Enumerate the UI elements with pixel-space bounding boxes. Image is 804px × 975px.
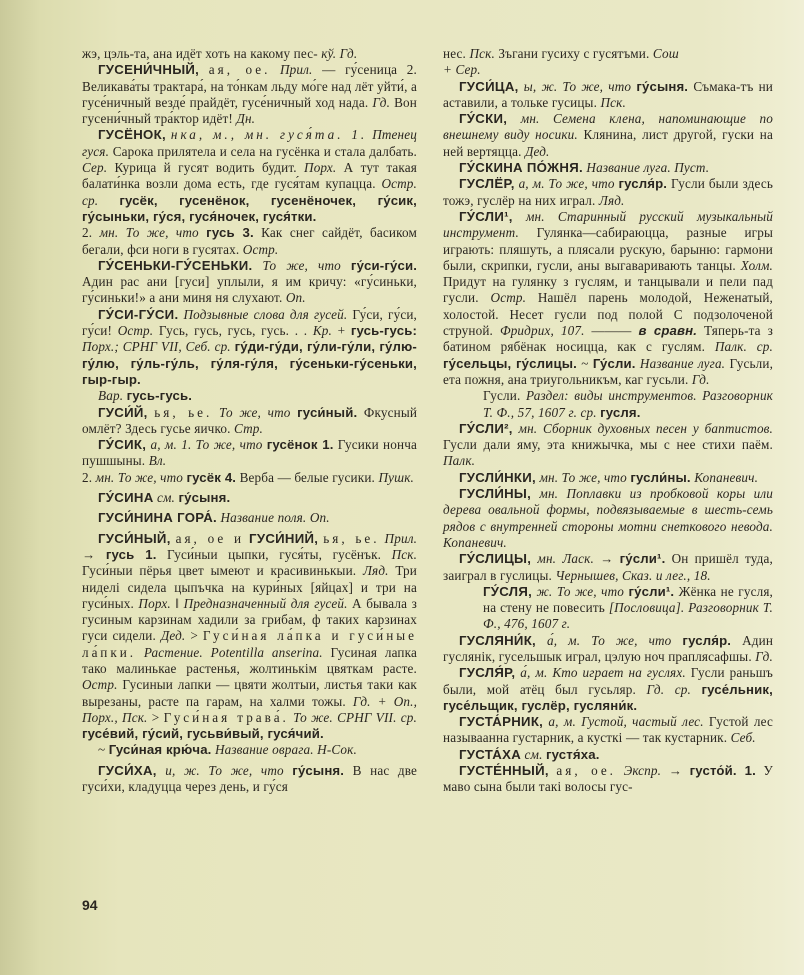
definition: Кто играет на гуслях.: [552, 665, 686, 681]
example-text: В нас две гуси́хи, кладуцца через день, и гу́ся: [82, 762, 418, 795]
definition: То же, что: [562, 78, 632, 94]
source-abbr: Пск.: [391, 546, 418, 562]
example-text: Гусиныи лапки — цвяти жолтыи, листья таки как вырезаны, расте па гарам, на халми тожы.: [82, 677, 417, 709]
definition: Название луга.: [639, 355, 726, 371]
cross-reference: гу́сыня.: [178, 490, 231, 506]
quote-block: [443, 388, 773, 421]
headword: ГУ́СЛИ¹,: [459, 208, 513, 224]
headword: ГУСЕНИ́ЧНЫЙ,: [98, 62, 200, 78]
entry-guslinki: [443, 470, 773, 486]
grammar-info: мн.: [525, 208, 545, 224]
example-text: Гусьли, ета пожня, ана триугольникъм, каг гусьли.: [443, 355, 774, 387]
cross-reference: гусь 3.: [206, 225, 254, 241]
variant-label: Вар.: [98, 388, 124, 404]
plus-sign: +: [337, 323, 346, 339]
right-column: [443, 46, 773, 796]
source-abbr: Остр.: [490, 290, 527, 306]
entry-gusik: [82, 437, 417, 486]
cross-reference: густя́ха.: [545, 746, 600, 762]
entry-gusli-1: [443, 209, 773, 388]
proverb-label: [Пословица].: [608, 600, 685, 616]
grammar-info: мн.: [539, 486, 559, 502]
cf-label: ср.: [674, 681, 691, 697]
grammar-info: ая, ое и: [175, 530, 245, 546]
grammar-info: мн.: [99, 225, 119, 241]
source-abbr: Копаневич.: [443, 534, 507, 550]
cf-label: ср.: [82, 192, 99, 208]
see-label: см.: [156, 490, 176, 506]
source-abbr: Н-Сок.: [317, 742, 357, 758]
entry-guslyar: [443, 665, 773, 714]
example-text: Нашёл парень молодой, Неженатый, холостой. Несет гусли под полой С подзолоченой струной.: [443, 290, 773, 339]
example-text: Гусли были здесь тожэ, гуслёр на них играл.: [443, 176, 773, 208]
headword: ГУ́СЛЯ,: [483, 583, 533, 599]
entry-gusiny: [82, 531, 417, 743]
source-abbr: Пуст.: [674, 160, 710, 176]
cf-label: ср.: [756, 339, 773, 355]
headword: ГУСИ́НЫЙ,: [98, 530, 171, 546]
example-text: Сарока прилятела и села на гусёнка и стала далбать.: [112, 143, 417, 159]
grammar-info: ья, ье.: [154, 404, 213, 420]
see-label: см.: [524, 746, 543, 762]
example-text: — гу́сеница 2. Великава́ты трактара́, на то́нкам льду мо́ге над лёт уйти́, а гусе́ничный везде́ прайдёт, гусе́ничный ход нада.: [82, 62, 417, 110]
example-text: Гусиная лапка тако малинькае растенья, жолтинькім цвяткам расте.: [82, 644, 418, 676]
arrow-icon: →: [668, 763, 683, 779]
phrase: Гу́сли.: [592, 355, 636, 371]
definition: Семена клена, напоминающие по внешнему виду носики.: [443, 111, 773, 143]
example-text: Гусли дали яму, эта книжычка, мы с нее стихи паём.: [443, 437, 773, 453]
definition: Густой, частый лес.: [581, 714, 704, 730]
source-abbr: Пск.: [469, 46, 495, 61]
headword: ГУ́СЛИЦЫ,: [459, 551, 532, 567]
entry-guski: [443, 111, 773, 160]
page-number: 94: [82, 897, 98, 913]
source-abbr: Остр.: [82, 677, 118, 693]
headword: ГУСЛЁР,: [459, 176, 515, 192]
cross-reference: гусёк, гусенёнок, гусенёночек, гу́сик, гу́сыньки, гу́ся, гуся́ночек, гуся́тки.: [82, 192, 418, 224]
sense-number: 2.: [82, 225, 93, 241]
source-abbr: Разговорник Т. Ф., 476, 1607 г.: [483, 600, 773, 632]
source-abbr: Пск.: [600, 94, 626, 110]
source-abbr: кў. Гд.: [321, 46, 358, 61]
phrase-marker-icon: >: [190, 628, 198, 644]
example-text: Курица й гусят водить будит.: [114, 160, 297, 176]
entry-continuation: [443, 46, 773, 79]
cross-reference: гу́сыня.: [292, 762, 345, 778]
example-text: Фкусный омлёт? Здесь гусье яичко.: [82, 404, 418, 436]
headword: ГУСИ́Й,: [98, 404, 148, 420]
definition: То же, что: [556, 583, 625, 599]
definition: То же, что: [125, 225, 199, 241]
definition: Поплавки из пробковой коры или дерева овальной формы, подвязываемые в шесть-семь рядов с внутренней стороны мотни снеткового невода.: [443, 486, 773, 534]
source-abbr: Порх.: [138, 595, 171, 611]
definition: То же, что: [561, 469, 627, 485]
grammar-info: а, м.: [518, 176, 545, 192]
source-abbr: Ляд.: [598, 192, 625, 208]
entry-gusenok: [82, 127, 417, 257]
cross-reference: гусли́ны.: [630, 469, 691, 485]
phrase-line: [82, 742, 417, 758]
example-text: Адин гуслянік, гусельшык играл, цэлую ноч праплясафшы.: [443, 632, 774, 664]
grammar-info: нка, м., мн. гуся́та. 1.: [170, 127, 368, 143]
headword: ГУСЛИ́НЫ,: [459, 486, 532, 502]
cross-reference: гусёк 4.: [186, 469, 237, 485]
grammar-info: и, ж.: [165, 762, 200, 778]
entry-gusikha: [82, 763, 417, 796]
grammar-info: мн.: [537, 551, 557, 567]
headword: ГУ́СИ-ГУ́СИ.: [98, 306, 179, 322]
example-text: Гулянка—сабираюцца, разные игры играють: пляшуть, а плясали рускую, барыню: гармони были, скрипки, гусли, аны выгаваривають танцы.: [443, 225, 773, 273]
example-text: Гусики нонча пушшыны.: [82, 437, 417, 469]
cross-reference: гу́сли¹.: [619, 551, 666, 567]
grammar-info: а, м. 1.: [150, 437, 192, 453]
headword: ГУСТА́ХА: [459, 746, 522, 762]
definition: Название оврага.: [214, 742, 314, 758]
entry-gusli-2: [443, 421, 773, 470]
quote-text: Гусли.: [483, 388, 521, 404]
source-abbr: Оп.: [285, 290, 306, 306]
grammar-info: мн.: [518, 420, 538, 436]
variant-line: [82, 388, 417, 404]
arrow-icon: →: [82, 546, 96, 562]
entry-gusler: [443, 176, 773, 209]
entry-gustakha: [443, 747, 773, 763]
comparison-label: в сравн.: [638, 323, 698, 339]
source-abbr: Фридрих, 107.: [499, 323, 585, 339]
headword: ГУ́СЕНЬКИ-ГУ́СЕНЬКИ.: [98, 257, 253, 273]
pos-label: Ласк.: [562, 551, 594, 567]
example-text: А бывала з гусиным карзинам хадили за грибам, ф таких карзинах гуси сидели.: [82, 595, 417, 644]
entry-gusi-gusi: [82, 307, 417, 388]
source-abbr: Гд.: [372, 94, 391, 110]
example-text: Гуси́ныи пёрья цвет ымеют и красивинькыи.: [82, 563, 357, 579]
definition: То же, что: [218, 404, 291, 420]
headword-variant: ГУСИ́НИЙ,: [249, 530, 319, 546]
entry-gusina: [82, 490, 417, 506]
source-abbr: Ляд.: [362, 563, 389, 579]
definition: Старинный русский музыкальный инструмент.: [443, 208, 774, 241]
source-abbr: Гд.: [691, 371, 710, 387]
source-abbr: Дн.: [236, 111, 256, 127]
entry-guskina-pozhnya: [443, 160, 773, 176]
source-abbr: СРНГ VII.: [337, 709, 397, 725]
cross-reference: гусе́льник, гусе́льщик, гуслёр, гусляни́к.: [443, 681, 773, 713]
source-abbr: Остр.: [242, 241, 279, 257]
headword: ГУ́СИНА: [98, 490, 154, 506]
example-text: Съмака-тъ ни аставили, а тольке гусицы.: [443, 78, 773, 110]
definition: Сборник духовных песен у баптистов.: [543, 420, 774, 436]
source-abbr: Порх.; СРНГ VII, Себ.: [82, 339, 211, 355]
entry-guseni-guseni: [82, 258, 417, 307]
source-abbr: Дед.: [160, 628, 186, 644]
grammar-info: ья, ье.: [323, 530, 380, 546]
example-text: Три ниделі сидела цыпъчка на кури́ных [яйцах] и три на гуси́ных.: [82, 563, 417, 611]
pos-label: Прил.: [384, 530, 418, 546]
source-abbr: Пушк.: [378, 469, 414, 485]
example-text: Жёнка не гусля, на стену не повесить: [483, 583, 773, 616]
example-text: Зъгани гусиху с гусятъми.: [498, 46, 650, 61]
arrow-icon: →: [600, 551, 614, 567]
source-abbr: Оп.: [309, 510, 330, 526]
headword: ГУСЁНОК,: [98, 127, 166, 143]
headword: ГУ́СКИНА ПО́ЖНЯ.: [459, 160, 583, 176]
headword: ГУСЛИ́НКИ,: [459, 469, 537, 485]
cross-reference: гусля́р.: [618, 176, 668, 192]
source-abbr: Остр.: [117, 323, 154, 339]
headword: ГУСЛЯНИ́К,: [459, 632, 537, 648]
cross-reference: гу́сыня.: [636, 78, 689, 94]
entry-gustarnik: [443, 714, 773, 747]
example-text: Вон гусени́чный тра́ктор идёт!: [82, 94, 417, 127]
pos-label: Прил.: [280, 62, 313, 78]
sense-separator: ‖: [175, 595, 180, 611]
source-abbr: Копаневич.: [694, 469, 759, 485]
example-text: Клянина, лист другой, гуски на ней вертяцца.: [443, 127, 773, 159]
example-text: Гусли раньшъ были, мой атёц был гусьляр.: [443, 665, 773, 697]
cross-reference: гусля.: [600, 404, 641, 420]
headword: ГУСТЕ́ННЫЙ,: [459, 763, 549, 779]
entry-gusinina-gora: [82, 510, 417, 526]
source-abbr: Вл.: [148, 453, 167, 469]
definition: Подзывные слова для гусей.: [183, 306, 348, 322]
grammar-info: ая, ое.: [556, 763, 616, 779]
headword: ГУ́СЛИ²,: [459, 420, 513, 436]
cf-label: ср.: [580, 404, 597, 420]
grammar-info: ы, ж.: [523, 78, 558, 94]
example-text: Адин рас ани [гуси] уплыли, я им кричу: «гу́синьки, гу́синьки!» а ани миня ня слухают.: [82, 274, 417, 306]
example-text: Тяперь-та з батином рябёнак носицца, как с гуслям.: [443, 323, 773, 355]
definition: Название поля.: [220, 510, 307, 526]
cross-reference: гусь-гусь:: [350, 323, 417, 339]
definition: То же, что: [195, 437, 263, 453]
example-text: Верба — белые гусики.: [239, 469, 375, 485]
definition: То же.: [293, 709, 333, 725]
tilde-icon: ~: [581, 355, 589, 371]
grammar-info: а́, м.: [547, 632, 581, 648]
source-abbr: Сер.: [82, 160, 108, 176]
source-abbr: Палк.: [443, 453, 476, 469]
variant-form: гусь-гусь.: [126, 388, 193, 404]
source-abbr: Дед.: [525, 143, 550, 159]
entry-gusenichny: [82, 62, 417, 127]
cross-reference: гусе́вий, гу́сий, гусьви́вый, гуся́чий.: [82, 726, 324, 742]
cf-label: ср.: [400, 709, 417, 725]
headword: ГУСЛЯ́Р,: [459, 665, 516, 681]
headword: ГУ́СКИ,: [459, 111, 508, 127]
definition: Название луга.: [586, 160, 671, 176]
cross-reference: гу́ди-гу́ди, гу́ли-гу́ли, гу́лю-гу́лю, гу́ль-гу́ль, гу́ля-гу́ля, гу́сеньки-гу́сеньки, гыр-гыр.: [82, 339, 417, 387]
definition: То же, что: [591, 632, 672, 648]
example-text: Гусь, гусь, гусь, гусь. . .: [158, 323, 308, 339]
definition: Птенец гуся.: [82, 127, 417, 159]
definition: То же, что: [208, 762, 284, 778]
source-abbr: Себ.: [730, 730, 756, 746]
grammar-info: мн.: [539, 469, 559, 485]
grammar-info: ая, ое.: [208, 62, 271, 78]
tilde-icon: ~: [98, 742, 106, 758]
grammar-info: мн.: [520, 111, 540, 127]
continuation-text: жэ, цэль-та, ана идёт хоть на какому пес-: [82, 46, 318, 61]
cross-reference: густо́й. 1.: [689, 763, 756, 779]
definition: То же, что: [117, 469, 184, 485]
entry-gusliny: [443, 486, 773, 551]
grammar-info: мн.: [95, 469, 115, 485]
entry-gusiy: [82, 405, 417, 438]
source-abbr: Стр.: [233, 420, 263, 436]
cross-reference: гуси́ный.: [297, 404, 358, 420]
headword: ГУСТА́РНИК,: [459, 714, 544, 730]
definition: Растение. Potentilla anserina.: [143, 644, 323, 660]
headword: ГУ́СИК,: [98, 437, 147, 453]
entry-gustenny: [443, 763, 773, 796]
phrase: Гуси́ная ла́пка и гуси́ные ла́пки.: [82, 628, 417, 660]
grammar-info: ж.: [536, 583, 553, 599]
entry-guslyanik: [443, 633, 773, 666]
example-text: Придут на гулянку з гуслям, и танцывали и пели пад гусли.: [443, 274, 773, 306]
source-abbr: Холм.: [740, 257, 774, 273]
headword: ГУСИ́ЦА,: [459, 78, 519, 94]
source-abbr: Чернышев, Сказ. и лег., 18.: [555, 567, 711, 583]
entry-guslitsy: [443, 551, 773, 584]
source-abbr: Гд.: [755, 648, 773, 664]
source-abbr: Гд.: [646, 681, 665, 697]
source-abbr: Остр.: [381, 176, 417, 192]
source-abbr: Кр.: [312, 323, 332, 339]
phrase: Гуси́ная крю́ча.: [108, 742, 212, 758]
grammar-info: а, м.: [548, 714, 576, 730]
definition: Предназначенный для гусей.: [183, 595, 348, 611]
headword: ГУСИ́ХА,: [98, 762, 157, 778]
example-text: Гу́си, гу́си, гу́си!: [82, 306, 417, 339]
cross-reference: гу́си-гу́си.: [350, 257, 418, 273]
cross-reference: гу́сли¹.: [628, 583, 675, 599]
dash-separator: ———: [591, 323, 632, 339]
phrase: Гуси́ная трава́.: [163, 709, 289, 725]
definition: То же, что: [262, 257, 341, 273]
left-column: [82, 46, 417, 795]
example-text: Гуси́ныи цыпки, гуся́ты, гусёнък.: [167, 546, 382, 562]
cf-label: ср.: [214, 339, 231, 355]
example-text: У маво сына были такі волосы гус-: [443, 763, 773, 795]
grammar-info: а́, м.: [520, 665, 548, 681]
pos-label: Экспр.: [623, 763, 662, 779]
entry-continuation: [82, 46, 417, 62]
source-abbr: Палк.: [714, 339, 747, 355]
headword: ГУСИ́НИНА ГОРА́.: [98, 510, 217, 526]
source-abbr: Порх.: [304, 160, 337, 176]
example-text: А тут такая балати́нка возли дома есть, где гуся́там купацца.: [82, 160, 417, 192]
sense-number: 2.: [82, 469, 93, 485]
source-abbr: + Сер.: [443, 62, 481, 78]
phrase-marker-icon: >: [151, 709, 160, 725]
source-abbr: Гд. + Оп., Порх., Пск.: [82, 693, 418, 725]
cross-reference: гу́сельцы, гу́слицы.: [443, 355, 577, 371]
entry-guslya: [443, 584, 773, 633]
entry-gusitsa: [443, 79, 773, 112]
cross-reference: гусля́р.: [682, 632, 732, 648]
example-text: Как снег сайдёт, басиком бегали, фси ноги в гусятах.: [82, 225, 417, 257]
example-text: Густой лес называанна густарник, а кусткі — так кустарник.: [443, 714, 773, 746]
example-text: Он пришёл туда, заиграл в гуслицы.: [443, 551, 773, 583]
continuation-text: нес.: [443, 46, 466, 61]
quote-source: Раздел: виды инструментов. Разговорник Т. Ф., 57, 1607 г.: [483, 388, 774, 420]
cross-reference: гусь 1.: [105, 546, 157, 562]
source-abbr: Сош: [652, 46, 679, 61]
cross-reference: гусёнок 1.: [266, 437, 334, 453]
definition: То же, что: [548, 176, 615, 192]
